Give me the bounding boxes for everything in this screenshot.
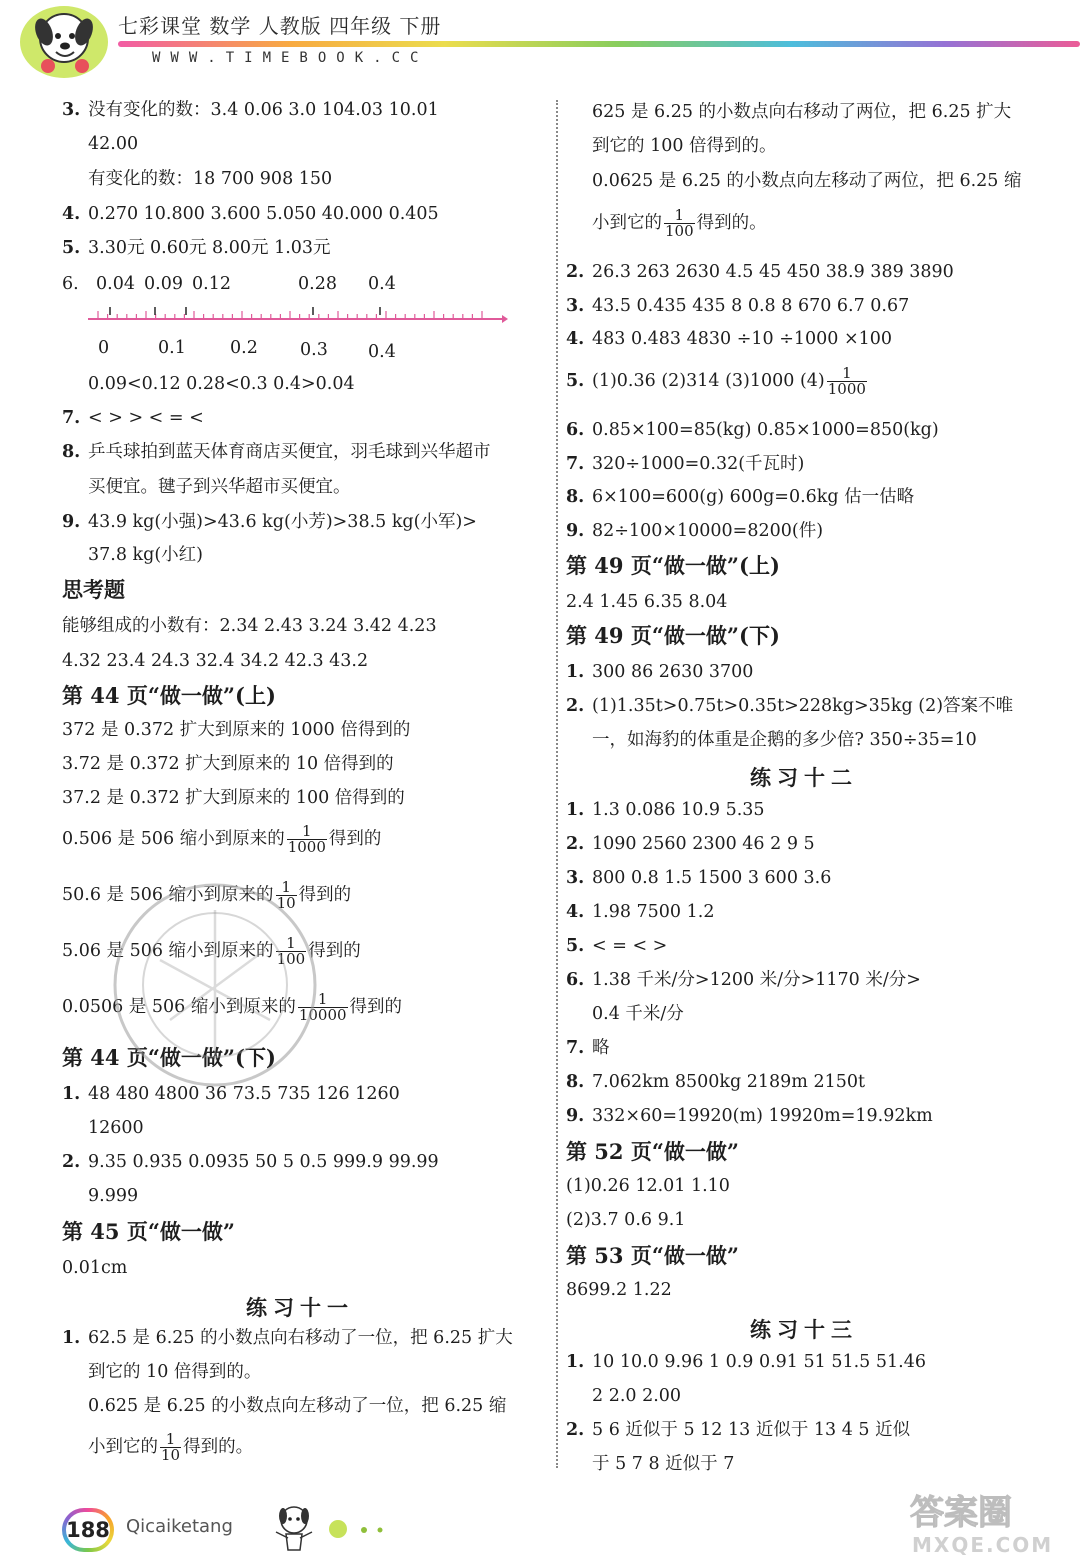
r9-line: 9. 82÷100×10000=8200(件) [566,521,824,541]
e12-line: 3. 800 0.8 1.5 1500 3 600 3.6 [566,868,832,888]
e13-line: 2. 5 6 近似于 5 12 13 近似于 13 4 5 近似 [566,1420,911,1440]
p45-line: 0.01cm [62,1258,128,1278]
r7-line: 7. 320÷1000=0.32(千瓦时) [566,454,805,474]
p45-heading: 第 45 页“做一做” [62,1219,236,1244]
r6-line: 6. 0.85×100=85(kg) 0.85×1000=850(kg) [566,420,939,440]
q6-bottom-label: 0.4 [368,342,396,362]
e12-line: 6. 1.38 千米/分>1200 米/分>1170 米/分> [566,970,921,990]
site-watermark [900,1488,1070,1558]
p52-heading: 第 52 页“做一做” [566,1139,740,1164]
watermark-stamp [100,870,330,1100]
q3-line-a: 3. 没有变化的数：3.4 0.06 3.0 104.03 10.01 [62,100,439,120]
q6-bottom-label: 0.2 [230,338,258,358]
q6-top-label: 0.28 [298,274,337,294]
p44-lower-heading: 第 44 页“做一做”(下) [62,1045,276,1070]
p52-line: (2)3.7 0.6 9.1 [566,1210,686,1230]
fraction: $\frac{1}{10}$ [276,878,296,912]
e13-line: 2 2.0 2.00 [592,1386,682,1406]
r4-line: 4. 483 0.483 4830 ÷10 ÷1000 ×100 [566,329,893,349]
p44-upper-fraction-line: 50.6 是 506 缩小到原来的 $\frac{1}{10}$ 得到的 [62,878,352,912]
q6-compare: 0.09<0.12 0.28<0.3 0.4>0.04 [88,374,355,394]
p44-upper-fraction-line: 0.0506 是 506 缩小到原来的 $\frac{1}{10000}$ 得到的 [62,990,403,1024]
page-header [0,0,1080,78]
r3-line: 3. 43.5 0.435 435 8 0.8 8 670 6.7 0.67 [566,296,910,316]
think-heading: 思考题 [62,577,125,602]
e12-line: 8. 7.062km 8500kg 2189m 2150t [566,1072,866,1092]
fraction: $\frac{1}{10}$ [161,1430,181,1464]
q8-line-a: 8. 乒乓球拍到蓝天体育商店买便宜，羽毛球到兴华超市 [62,442,491,462]
book-url: WWW.TIMEBOOK.CC [152,50,429,66]
q6-bottom-label: 0.3 [300,340,328,360]
q9-line-b: 37.8 kg(小红) [88,545,203,565]
p44-lower-line: 1. 48 480 4800 36 73.5 735 126 1260 [62,1084,400,1104]
e12-line: 1. 1.3 0.086 10.9 5.35 [566,800,765,820]
p53-line: 8699.2 1.22 [566,1280,672,1300]
p44-lower-line: 9.999 [88,1186,139,1206]
watermark-site-text: MXQE.COM [912,1533,1054,1557]
ex11-line: 到它的 10 倍得到的。 [88,1362,262,1382]
book-title: 七彩课堂 数学 人教版 四年级 下册 [118,14,442,38]
q3-line-c: 有变化的数：18 700 908 150 [88,169,333,189]
exercise-13-heading: 练习十三 [750,1317,858,1342]
e12-line: 5. < = < > [566,936,668,956]
q6-top-label: 0.04 [96,274,135,294]
p49-upper-heading: 第 49 页“做一做”(上) [566,553,780,578]
p44-upper-fraction-line: 5.06 是 506 缩小到原来的 $\frac{1}{100}$ 得到的 [62,934,361,968]
p49-lower-line: 1. 300 86 2630 3700 [566,662,754,682]
fraction: $\frac{1}{100}$ [276,934,306,968]
fraction: $\frac{1}{10000}$ [298,990,347,1024]
page-number-badge [62,1508,114,1552]
decorative-dots-icon [326,1518,396,1540]
q9-line-a: 9. 43.9 kg(小强)>43.6 kg(小芳)>38.5 kg(小军)> [62,512,477,532]
p44-upper-heading: 第 44 页“做一做”(上) [62,683,276,708]
p52-line: (1)0.26 12.01 1.10 [566,1176,730,1196]
fraction: $\frac{1}{1000}$ [287,822,326,856]
q4-line: 4. 0.270 10.800 3.600 5.050 40.000 0.405 [62,204,439,224]
think-line-b: 4.32 23.4 24.3 32.4 34.2 42.3 43.2 [62,651,369,671]
think-line-a: 能够组成的小数有：2.34 2.43 3.24 3.42 4.23 [62,616,437,636]
e12-line: 7. 略 [566,1038,610,1058]
p44-lower-line: 2. 9.35 0.935 0.0935 50 5 0.5 999.9 99.99 [62,1152,439,1172]
q6-top-label: 0.09 [144,274,183,294]
brand-text: Qicaiketang [126,1516,233,1537]
r1-line: 0.0625 是 6.25 的小数点向左移动了两位，把 6.25 缩 [592,171,1022,191]
q6-bottom-label: 0.1 [158,338,186,358]
e12-line: 0.4 千米/分 [592,1004,684,1024]
ex11-fraction-line: 小到它的 $\frac{1}{10}$ 得到的。 [88,1430,254,1464]
watermark-stamp-text: 答案圈 [910,1493,1012,1533]
e12-line: 4. 1.98 7500 1.2 [566,902,715,922]
fraction: $\frac{1}{1000}$ [827,364,866,398]
p49-lower-line: 一，如海豹的体重是企鹅的多少倍? 350÷35=10 [592,730,977,750]
q6-top-label: 0.12 [192,274,231,294]
q8-line-b: 买便宜。毽子到兴华超市买便宜。 [88,477,351,497]
q3-line-b: 42.00 [88,134,139,154]
exercise-12-heading: 练习十二 [750,765,858,790]
r8-line: 8. 6×100=600(g) 600g=0.6kg 估一估略 [566,487,915,507]
p44-upper-line: 3.72 是 0.372 扩大到原来的 10 倍得到的 [62,754,394,774]
p44-lower-line: 12600 [88,1118,144,1138]
q6-bottom-label: 0 [98,338,110,358]
e12-line: 2. 1090 2560 2300 46 2 9 5 [566,834,815,854]
r5-line: 5. (1)0.36 (2)314 (3)1000 (4) $\frac{1}{1000}$ [566,364,866,398]
p44-upper-line: 37.2 是 0.372 扩大到原来的 100 倍得到的 [62,788,405,808]
e13-line: 于 5 7 8 近似于 7 [592,1454,735,1474]
q6-top-label: 0.4 [368,274,396,294]
e13-line: 1. 10 10.0 9.96 1 0.9 0.91 51 51.5 51.46 [566,1352,926,1372]
e12-line: 9. 332×60=19920(m) 19920m=19.92km [566,1106,933,1126]
r2-line: 2. 26.3 263 2630 4.5 45 450 38.9 389 3890 [566,262,954,282]
column-divider [556,100,558,1468]
r1-fraction-line: 小到它的 $\frac{1}{100}$ 得到的。 [592,206,767,240]
r1-line: 625 是 6.25 的小数点向右移动了两位，把 6.25 扩大 [592,102,1012,122]
q5-line: 5. 3.30元 0.60元 8.00元 1.03元 [62,238,331,258]
q6-number: 6. [62,274,79,294]
number-line-ruler [88,301,508,331]
p44-upper-fraction-line: 0.506 是 506 缩小到原来的 $\frac{1}{1000}$ 得到的 [62,822,382,856]
p53-heading: 第 53 页“做一做” [566,1243,740,1268]
exercise-11-heading: 练习十一 [246,1295,354,1320]
ex11-line: 1. 62.5 是 6.25 的小数点向右移动了一位，把 6.25 扩大 [62,1328,513,1348]
p44-upper-line: 372 是 0.372 扩大到原来的 1000 倍得到的 [62,720,411,740]
q7-line: 7. < > > < = < [62,408,204,428]
p49-upper-line: 2.4 1.45 6.35 8.04 [566,592,728,612]
p49-lower-heading: 第 49 页“做一做”(下) [566,623,780,648]
p49-lower-line: 2. (1)1.35t>0.75t>0.35t>228kg>35kg (2)答案不唯 [566,696,1014,716]
page-number: 188 [66,1512,110,1548]
rainbow-rule [118,41,1080,47]
r1-line: 到它的 100 倍得到的。 [592,136,777,156]
cartoon-dog-icon [264,1498,324,1558]
fraction: $\frac{1}{100}$ [665,206,694,240]
cartoon-dog-logo-icon [18,2,114,80]
ex11-line: 0.625 是 6.25 的小数点向左移动了一位，把 6.25 缩 [88,1396,507,1416]
